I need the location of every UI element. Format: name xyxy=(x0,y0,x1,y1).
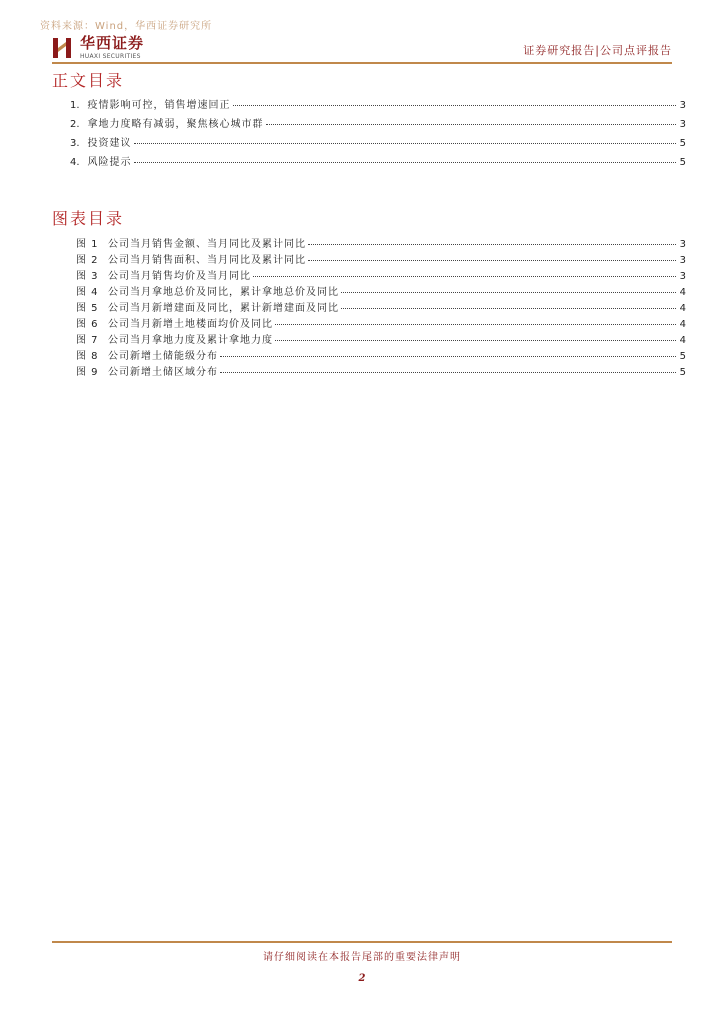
toc-entry-title: 投资建议 xyxy=(87,138,132,149)
figure-entry-number: 图 4 xyxy=(76,287,99,298)
figure-entry-title: 公司当月销售均价及当月同比 xyxy=(108,271,251,282)
toc-entry-number: 4. xyxy=(70,157,80,168)
toc-entry[interactable] xyxy=(70,96,686,115)
figure-entry-number: 图 1 xyxy=(76,239,99,250)
figure-entry-title: 公司当月拿地力度及累计拿地力度 xyxy=(108,335,273,346)
figure-entry-page: 4 xyxy=(679,319,686,330)
toc-entry-page: 3 xyxy=(679,100,686,111)
figure-entry-number: 图 8 xyxy=(76,351,99,362)
figure-entry-title: 公司新增土储能级分布 xyxy=(108,351,218,362)
legal-disclaimer: 请仔细阅读在本报告尾部的重要法律声明 xyxy=(263,952,461,963)
dot-leader xyxy=(308,244,676,245)
figure-entry-number: 图 7 xyxy=(76,335,99,346)
logo-chinese-name: 华西证券 xyxy=(80,34,145,52)
figure-entry[interactable] xyxy=(76,347,686,363)
report-type-label: 证券研究报告|公司点评报告 xyxy=(523,44,672,57)
dot-leader xyxy=(308,260,676,261)
toc-title: 正文目录 xyxy=(52,71,125,90)
company-logo xyxy=(52,35,144,61)
source-note: 资料来源：Wind，华西证券研究所 xyxy=(40,21,213,32)
figure-entry[interactable] xyxy=(76,267,686,283)
toc-entry-page: 3 xyxy=(679,119,686,130)
figure-entry-number: 图 2 xyxy=(76,255,99,266)
figure-entry-title: 公司新增土储区域分布 xyxy=(108,367,218,378)
dot-leader xyxy=(275,324,676,325)
toc-entry-title: 风险提示 xyxy=(87,157,132,168)
dot-leader xyxy=(233,105,676,106)
figure-entry-number: 图 6 xyxy=(76,319,99,330)
figure-entry-title: 公司当月销售金额、当月同比及累计同比 xyxy=(108,239,306,250)
figure-entry[interactable] xyxy=(76,283,686,299)
figure-entry-page: 3 xyxy=(679,239,686,250)
figure-entry-page: 3 xyxy=(679,255,686,266)
figure-entry[interactable] xyxy=(76,315,686,331)
figure-entry[interactable] xyxy=(76,363,686,379)
dot-leader xyxy=(134,162,676,163)
figure-entry[interactable] xyxy=(76,331,686,347)
footer-divider xyxy=(52,941,672,943)
figure-entry-title: 公司当月新增建面及同比，累计新增建面及同比 xyxy=(108,303,339,314)
figures-title: 图表目录 xyxy=(52,209,125,228)
figure-entry-page: 4 xyxy=(679,335,686,346)
figure-entry-number: 图 3 xyxy=(76,271,99,282)
toc-entry-number: 2. xyxy=(70,119,80,130)
dot-leader xyxy=(253,276,676,277)
toc-entry-number: 1. xyxy=(70,100,80,111)
figure-entry[interactable] xyxy=(76,251,686,267)
dot-leader xyxy=(134,143,676,144)
figure-list xyxy=(76,235,686,379)
huaxi-logo-icon xyxy=(52,36,74,60)
dot-leader xyxy=(220,372,676,373)
figure-entry-page: 3 xyxy=(679,271,686,282)
toc-entry-title: 拿地力度略有减弱，聚焦核心城市群 xyxy=(87,119,264,130)
figure-entry-title: 公司当月销售面积、当月同比及累计同比 xyxy=(108,255,306,266)
dot-leader xyxy=(341,292,676,293)
toc-entry-title: 疫情影响可控，销售增速回正 xyxy=(87,100,231,111)
header-divider xyxy=(52,62,672,64)
toc-entry[interactable] xyxy=(70,153,686,172)
toc-entry-number: 3. xyxy=(70,138,80,149)
dot-leader xyxy=(266,124,676,125)
figure-entry-title: 公司当月拿地总价及同比，累计拿地总价及同比 xyxy=(108,287,339,298)
page-number: 2 xyxy=(358,973,366,984)
figure-entry[interactable] xyxy=(76,299,686,315)
toc-list xyxy=(70,96,686,172)
figure-entry-page: 4 xyxy=(679,287,686,298)
dot-leader xyxy=(341,308,676,309)
logo-english-name: HUAXI SECURITIES xyxy=(80,53,141,60)
figure-entry-page: 4 xyxy=(679,303,686,314)
toc-entry[interactable] xyxy=(70,115,686,134)
figure-entry-number: 图 9 xyxy=(76,367,99,378)
toc-entry-page: 5 xyxy=(679,138,686,149)
figure-entry-page: 5 xyxy=(679,367,686,378)
dot-leader xyxy=(275,340,676,341)
toc-entry[interactable] xyxy=(70,134,686,153)
figure-entry-title: 公司当月新增土地楼面均价及同比 xyxy=(108,319,273,330)
figure-entry-page: 5 xyxy=(679,351,686,362)
figure-entry[interactable] xyxy=(76,235,686,251)
dot-leader xyxy=(220,356,676,357)
figure-entry-number: 图 5 xyxy=(76,303,99,314)
toc-entry-page: 5 xyxy=(679,157,686,168)
